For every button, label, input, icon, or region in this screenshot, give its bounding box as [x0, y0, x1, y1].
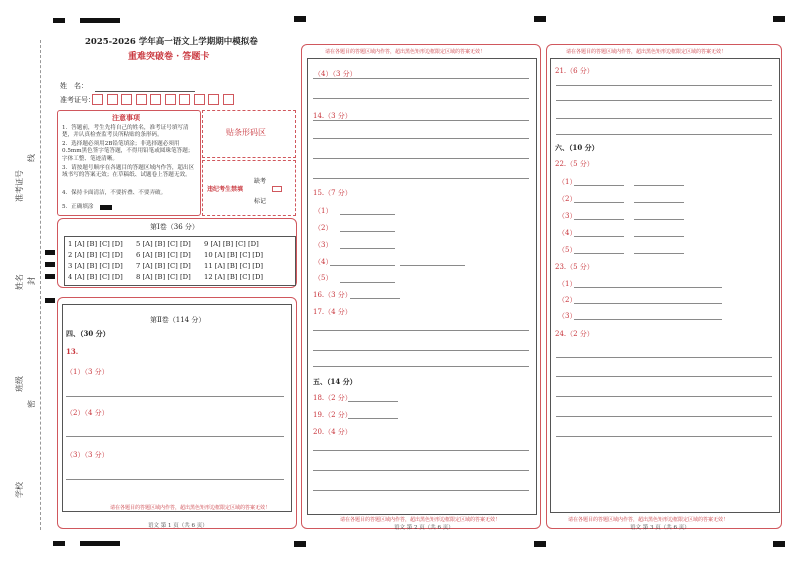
- answer-line[interactable]: [400, 265, 465, 266]
- answer-line[interactable]: [574, 202, 624, 203]
- column-3-inner-frame: [550, 58, 780, 513]
- notice-item-3: 3．请按题号顺序在各题目的答题区域内作答，超出区域书写的答案无效；在草稿纸、试题卷上答题无效。: [62, 165, 195, 179]
- exam-no-cell[interactable]: [165, 94, 176, 105]
- question-23-3: （3）: [558, 312, 577, 320]
- question-13: 13.: [66, 347, 79, 356]
- question-22-5: （5）: [558, 246, 577, 254]
- answer-line[interactable]: [313, 138, 529, 139]
- alignment-mark: [294, 541, 306, 547]
- answer-line[interactable]: [313, 366, 529, 367]
- answer-line[interactable]: [556, 118, 772, 119]
- question-13-2: （2）（4 分）: [66, 409, 109, 417]
- area-warning: 请在各题目的答题区域内作答，超出黑色矩形边框限定区域的答案无效！: [110, 505, 271, 511]
- choice-row[interactable]: 6 [A] [B] [C] [D]: [136, 251, 191, 259]
- side-label-school: 学校: [15, 482, 24, 498]
- part2-title: 第Ⅱ卷（114 分）: [150, 316, 206, 324]
- choice-row[interactable]: 3 [A] [B] [C] [D]: [68, 262, 123, 270]
- question-22: 22.（5 分）: [555, 160, 594, 168]
- answer-line[interactable]: [313, 98, 529, 99]
- absent-checkbox[interactable]: [272, 186, 282, 192]
- barcode-label: 贴条形码区: [226, 128, 266, 137]
- column-2-inner-frame: [307, 58, 537, 515]
- answer-line[interactable]: [313, 490, 529, 491]
- answer-line[interactable]: [348, 418, 398, 419]
- question-17: 17.（4 分）: [313, 308, 352, 316]
- page-footer-1: 语文 第 1 页（共 6 页）: [148, 523, 208, 529]
- answer-line[interactable]: [556, 100, 772, 101]
- question-15-2: （2）: [314, 224, 333, 232]
- question-13-3: （3）（3 分）: [66, 451, 109, 459]
- choice-row[interactable]: 11 [A] [B] [C] [D]: [204, 262, 264, 270]
- side-label-line: 线: [27, 154, 36, 162]
- choice-row[interactable]: 9 [A] [B] [C] [D]: [204, 240, 259, 248]
- exam-no-cell[interactable]: [107, 94, 118, 105]
- answer-line[interactable]: [574, 287, 722, 288]
- answer-line[interactable]: [556, 357, 772, 358]
- page-footer-3: 语文 第 3 页（共 6 页）: [630, 525, 690, 531]
- question-20: 20.（4 分）: [313, 428, 352, 436]
- answer-line[interactable]: [313, 78, 529, 79]
- alignment-mark: [80, 541, 120, 546]
- question-19: 19.（2 分）: [313, 411, 352, 419]
- answer-line[interactable]: [634, 202, 684, 203]
- exam-no-cell[interactable]: [179, 94, 190, 105]
- page-title: 2025-2026 学年高一语文上学期期中模拟卷: [85, 37, 258, 47]
- answer-line[interactable]: [313, 470, 529, 471]
- question-23-1: （1）: [558, 280, 577, 288]
- exam-no-label: 准考证号：: [60, 96, 95, 104]
- side-label-secret: 密: [27, 400, 36, 408]
- answer-line[interactable]: [66, 436, 284, 437]
- absent-note-1: 缺考: [254, 178, 267, 185]
- answer-line[interactable]: [574, 319, 722, 320]
- answer-line[interactable]: [350, 298, 400, 299]
- name-input-line[interactable]: [95, 91, 195, 92]
- alignment-mark: [45, 298, 55, 303]
- question-15-3: （3）: [314, 241, 333, 249]
- notice-title: 注意事项: [112, 113, 140, 122]
- alignment-mark: [773, 16, 785, 22]
- section-6-heading: 六、（10 分）: [555, 143, 599, 152]
- question-15-4: （4）: [314, 258, 333, 266]
- choice-row[interactable]: 10 [A] [B] [C] [D]: [204, 251, 264, 259]
- answer-line[interactable]: [313, 178, 529, 179]
- answer-line[interactable]: [634, 236, 684, 237]
- question-16: 16.（3 分）: [313, 291, 352, 299]
- choice-row[interactable]: 12 [A] [B] [C] [D]: [204, 273, 264, 281]
- side-label-name: 姓名: [15, 274, 24, 290]
- question-22-3: （3）: [558, 212, 577, 220]
- answer-line[interactable]: [556, 436, 772, 437]
- alignment-mark: [773, 541, 785, 547]
- exam-no-cell[interactable]: [208, 94, 219, 105]
- choice-row[interactable]: 1 [A] [B] [C] [D]: [68, 240, 123, 248]
- side-label-exam-no: 准考证号: [15, 170, 24, 202]
- answer-line[interactable]: [340, 282, 395, 283]
- section-4-heading: 四、（30 分）: [66, 329, 110, 338]
- answer-line[interactable]: [313, 330, 529, 331]
- answer-line[interactable]: [313, 120, 529, 121]
- choice-row[interactable]: 2 [A] [B] [C] [D]: [68, 251, 123, 259]
- answer-line[interactable]: [556, 376, 772, 377]
- question-22-4: （4）: [558, 229, 577, 237]
- question-24: 24.（2 分）: [555, 330, 594, 338]
- answer-line[interactable]: [313, 158, 529, 159]
- answer-line[interactable]: [574, 236, 624, 237]
- exam-no-cell[interactable]: [194, 94, 205, 105]
- area-warning: 请在各题目的答题区域内作答，超出黑色矩形边框限定区域的答案无效！: [568, 517, 729, 523]
- answer-line[interactable]: [340, 248, 395, 249]
- answer-line[interactable]: [313, 350, 529, 351]
- alignment-mark: [45, 262, 55, 267]
- question-22-1: （1）: [558, 178, 577, 186]
- answer-line[interactable]: [574, 303, 722, 304]
- question-15: 15.（7 分）: [313, 189, 352, 197]
- answer-line[interactable]: [330, 265, 395, 266]
- absent-label: 违纪考生禁填: [207, 186, 244, 193]
- exam-no-cell[interactable]: [223, 94, 234, 105]
- page-footer-2: 语文 第 2 页（共 6 页）: [394, 525, 454, 531]
- choice-row[interactable]: 5 [A] [B] [C] [D]: [136, 240, 191, 248]
- answer-line[interactable]: [66, 479, 284, 480]
- choice-row[interactable]: 4 [A] [B] [C] [D]: [68, 273, 123, 281]
- side-label-seal: 封: [27, 277, 36, 285]
- answer-line[interactable]: [556, 134, 772, 135]
- name-label: 姓 名：: [60, 82, 88, 90]
- answer-line[interactable]: [634, 219, 684, 220]
- absent-note-2: 标记: [254, 198, 267, 205]
- exam-no-cell[interactable]: [92, 94, 103, 105]
- alignment-mark: [294, 16, 306, 22]
- alignment-mark: [45, 250, 55, 255]
- filled-bubble-sample: [100, 205, 112, 210]
- question-22-2: （2）: [558, 195, 577, 203]
- binding-line: [40, 40, 41, 530]
- alignment-mark: [534, 16, 546, 22]
- question-14: 14.（3 分）: [313, 112, 352, 120]
- question-23-2: （2）: [558, 296, 577, 304]
- notice-item-2: 2．选择题必须用2B铅笔填涂；非选择题必须用0.5mm黑色签字笔答题，不得用铅笔或圆珠笔答题；字体工整、笔迹清晰。: [62, 141, 194, 162]
- alignment-mark: [53, 541, 65, 546]
- exam-no-cell[interactable]: [150, 94, 161, 105]
- answer-line[interactable]: [556, 416, 772, 417]
- question-21: 21.（6 分）: [555, 67, 594, 75]
- answer-line[interactable]: [556, 85, 772, 86]
- notice-item-1: 1．答题前，考生先将自己的姓名，准考证号填写清楚，并认真检查监考员所粘贴的条形码。: [62, 125, 189, 139]
- answer-line[interactable]: [574, 219, 624, 220]
- question-15-1: （1）: [314, 207, 333, 215]
- answer-line[interactable]: [634, 253, 684, 254]
- question-4-3: （4）（3 分）: [314, 70, 357, 78]
- notice-item-5: 5．正确填涂: [62, 204, 94, 210]
- alignment-mark: [534, 541, 546, 547]
- question-18: 18.（2 分）: [313, 394, 352, 402]
- notice-item-4: 4．保持卡面清洁，不要折叠、不要弄破。: [62, 190, 167, 196]
- side-label-class: 班级: [15, 376, 24, 392]
- page-subtitle: 重难突破卷 · 答题卡: [128, 52, 210, 62]
- question-23: 23.（5 分）: [555, 263, 594, 271]
- alignment-mark: [45, 274, 55, 279]
- area-warning: 请在各题目的答题区域内作答，超出黑色矩形边框限定区域的答案无效！: [566, 49, 727, 55]
- section-5-heading: 五、（14 分）: [313, 377, 357, 386]
- answer-line[interactable]: [348, 401, 398, 402]
- area-warning: 请在各题目的答题区域内作答，超出黑色矩形边框限定区域的答案无效！: [340, 517, 501, 523]
- area-warning: 请在各题目的答题区域内作答，超出黑色矩形边框限定区域的答案无效！: [325, 49, 486, 55]
- choice-row[interactable]: 8 [A] [B] [C] [D]: [136, 273, 191, 281]
- question-15-5: （5）: [314, 274, 333, 282]
- question-13-1: （1）（3 分）: [66, 368, 109, 376]
- answer-line[interactable]: [556, 396, 772, 397]
- part1-title: 第Ⅰ卷（36 分）: [150, 223, 199, 231]
- answer-line[interactable]: [66, 396, 284, 397]
- exam-no-cell[interactable]: [121, 94, 132, 105]
- alignment-mark: [80, 18, 120, 23]
- answer-line[interactable]: [634, 185, 684, 186]
- alignment-mark: [53, 18, 65, 23]
- answer-line[interactable]: [340, 214, 395, 215]
- answer-line[interactable]: [574, 253, 624, 254]
- answer-line[interactable]: [340, 231, 395, 232]
- exam-no-cell[interactable]: [136, 94, 147, 105]
- choice-row[interactable]: 7 [A] [B] [C] [D]: [136, 262, 191, 270]
- answer-line[interactable]: [574, 185, 624, 186]
- answer-line[interactable]: [313, 450, 529, 451]
